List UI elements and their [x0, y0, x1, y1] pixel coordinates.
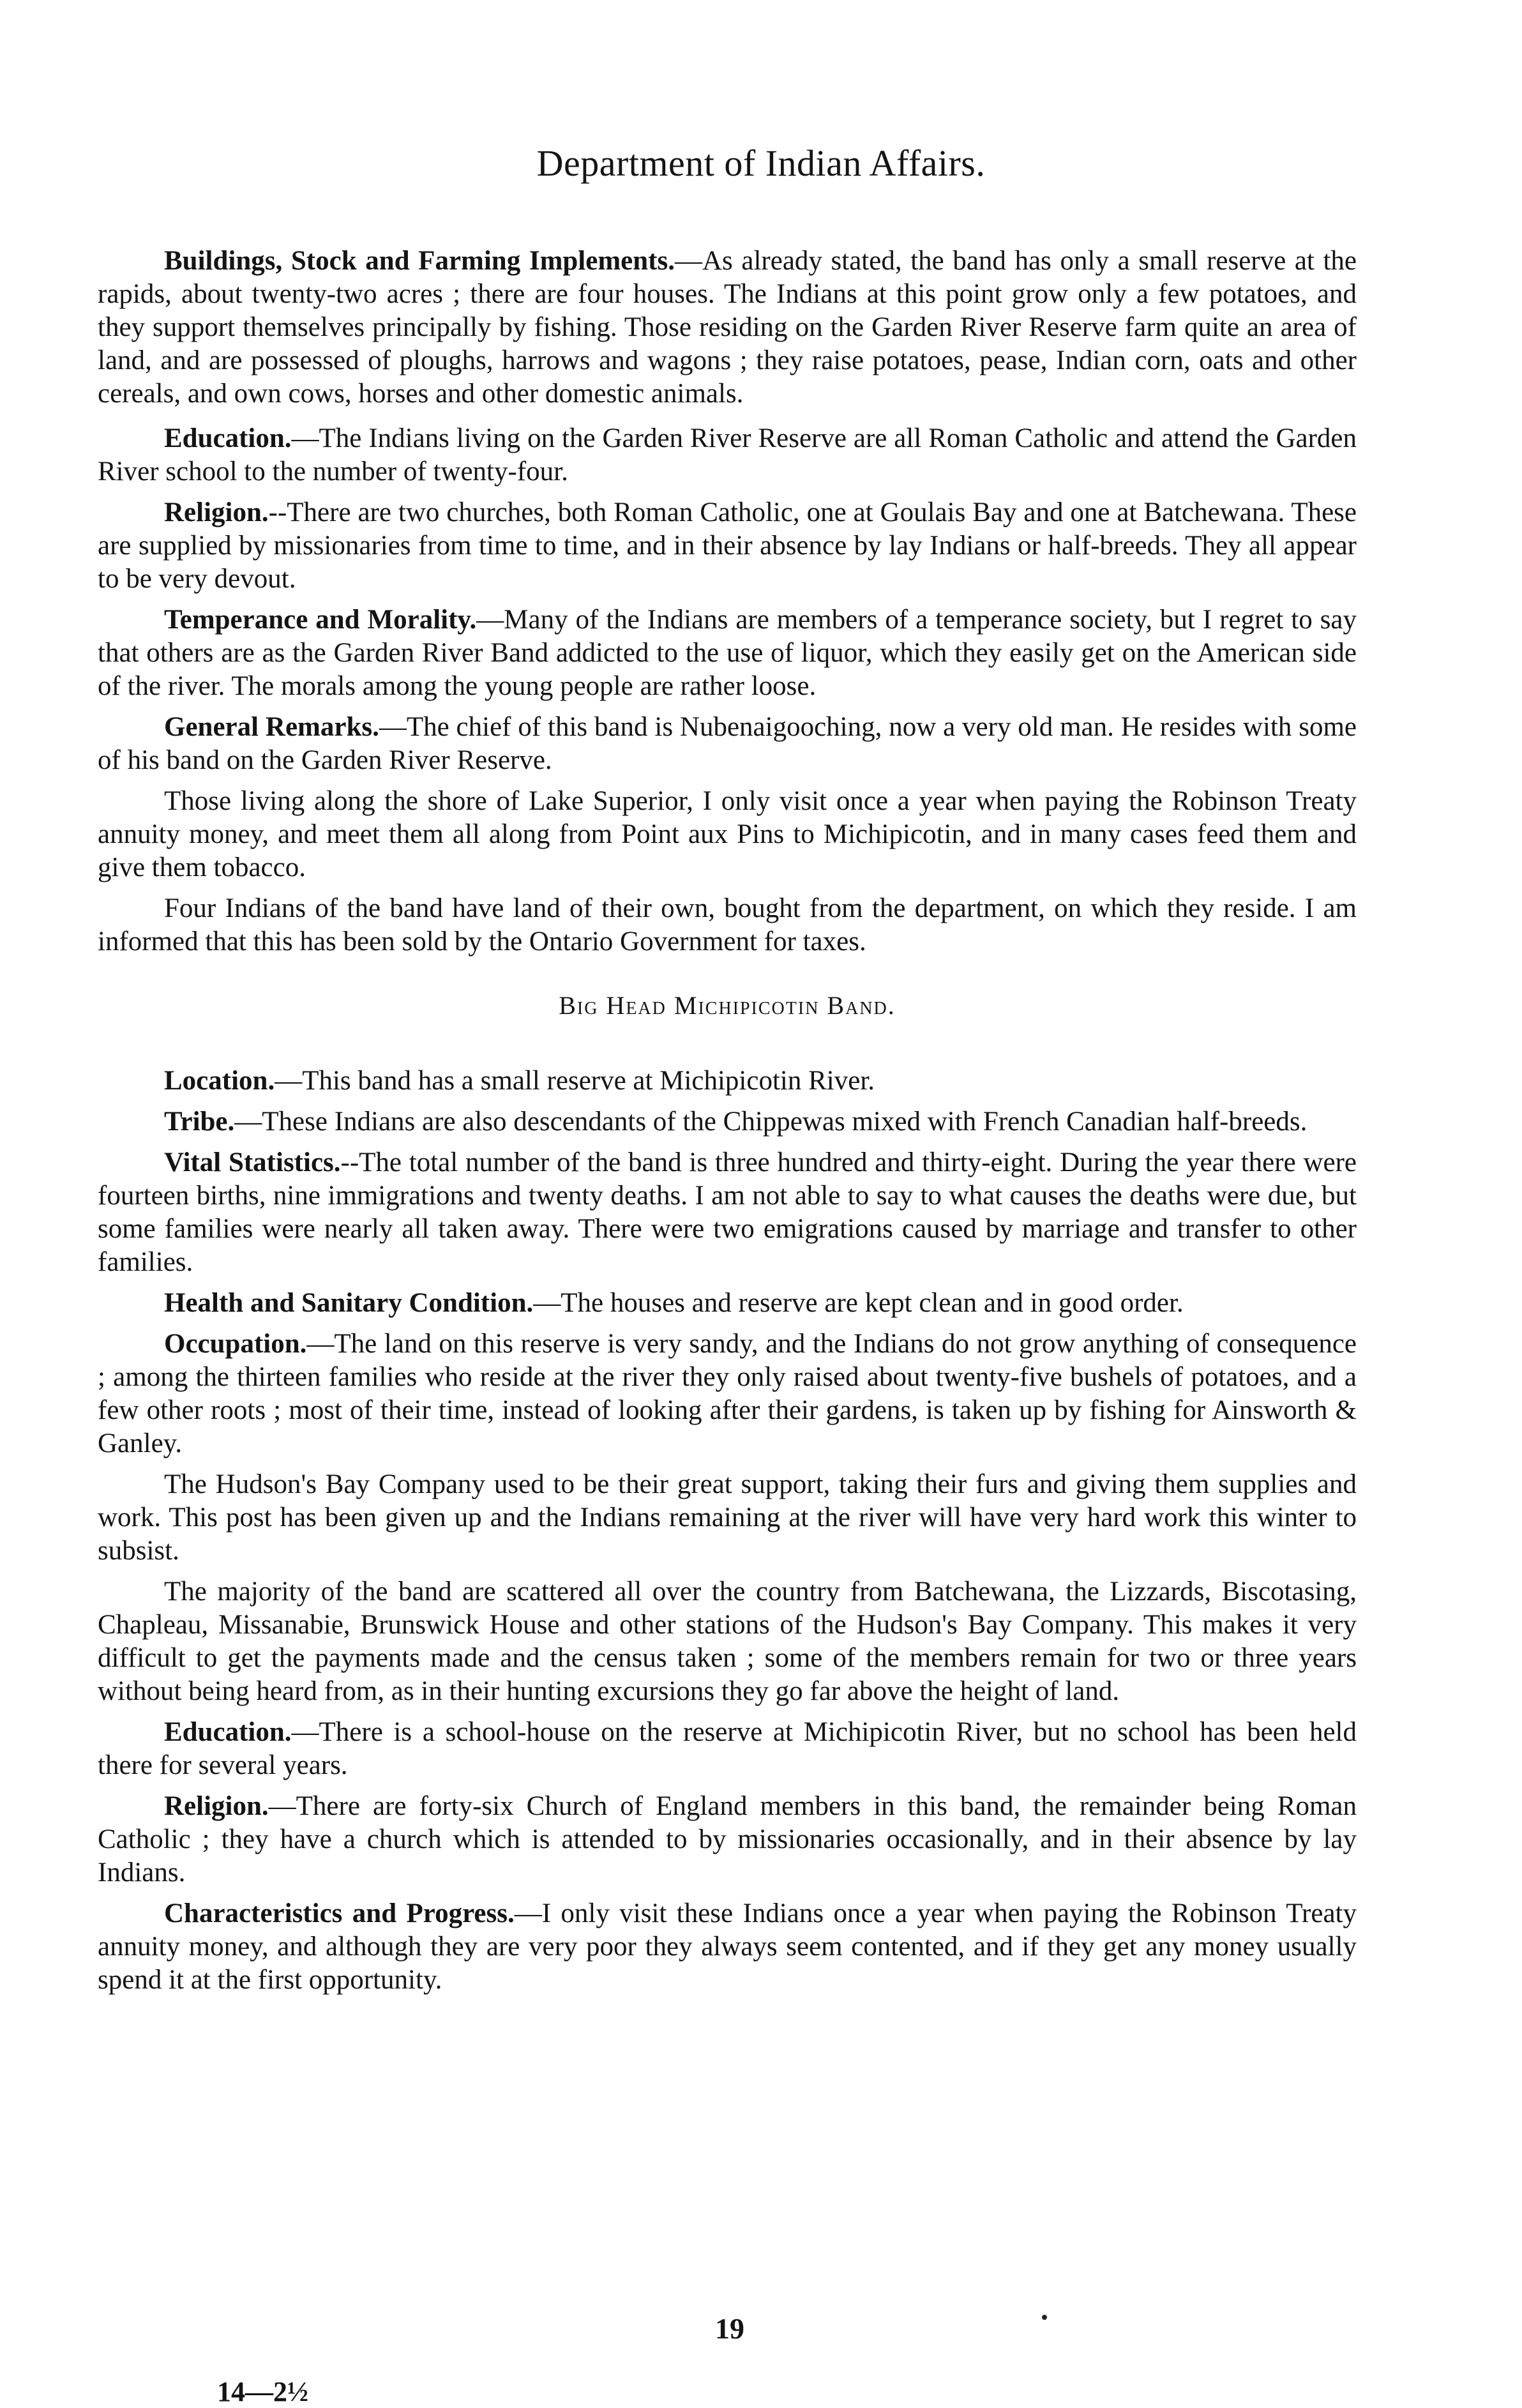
paragraph-heading: Tribe.	[164, 1107, 235, 1137]
paragraph	[98, 1790, 1357, 1889]
paragraph-text: —The land on this reserve is very sandy, and the Indians do not grow anything of consequence ; among the thirteen families who reside at the river they only raised about twenty-five bushels of potatoes, and a few other roots ; most of their time, instead of looking after their gardens, is taken up by fishing for Ainsworth & Ganley.	[98, 1329, 1357, 1458]
page-number: 19	[715, 2312, 744, 2345]
paragraph-heading: Temperance and Morality.	[164, 605, 477, 635]
section-title: Big Head Michipicotin Band.	[559, 991, 896, 1020]
paragraph	[98, 1105, 1357, 1139]
paragraph-text: —As already stated, the band has only a small reserve at the rapids, about twenty-two acres ; there are four houses. The Indians at this point grow only a few potatoes, and they support themselves principally by fishing. Those residing on the Garden River Reserve farm quite an area of land, and are possessed of ploughs, harrows and wagons ; they raise potatoes, pease, Indian corn, oats and other cereals, and own cows, horses and other domestic animals.	[98, 246, 1357, 409]
paragraph-heading: Buildings, Stock and Farming Implements.	[164, 246, 675, 276]
stray-mark	[1042, 2315, 1047, 2320]
page-header: Department of Indian Affairs.	[536, 142, 986, 184]
paragraph	[98, 711, 1357, 777]
paragraph	[98, 892, 1357, 958]
paragraph-text: —The Indians living on the Garden River Reserve are all Roman Catholic and attend the Garden River school to the number of twenty-four.	[98, 423, 1357, 487]
paragraph	[98, 1897, 1357, 1997]
paragraph-text: —Many of the Indians are members of a temperance society, but I regret to say that others are as the Garden River Band addicted to the use of liquor, which they easily get on the American side of the river. The morals among the young people are rather loose.	[98, 605, 1357, 701]
paragraph-heading: Characteristics and Progress.	[164, 1898, 515, 1928]
paragraph-text: The Hudson's Bay Company used to be their great support, taking their furs and giving them supplies and work. This post has been given up and the Indians remaining at the river will have very hard work this winter to subsist.	[98, 1469, 1357, 1566]
paragraph-group-garden-river	[98, 245, 1357, 958]
paragraph-heading: Education.	[164, 1717, 292, 1747]
paragraph-text: --The total number of the band is three hundred and thirty-eight. During the year there were fourteen births, nine immigrations and twenty deaths. I am not able to say to what causes the deaths were due, but some families were nearly all taken away. There were two emigrations caused by marriage and transfer to other families.	[98, 1147, 1357, 1277]
paragraph-text: —There are forty-six Church of England members in this band, the remainder being Roman Catholic ; they have a church which is attended to by missionaries occasionally, and in their absence by lay Indians.	[98, 1791, 1357, 1888]
paragraph	[98, 1064, 1357, 1098]
paragraph	[98, 1716, 1357, 1782]
paragraph	[98, 1575, 1357, 1708]
paragraph-text: Four Indians of the band have land of their own, bought from the department, on which they reside. I am informed that this has been sold by the Ontario Government for taxes.	[98, 893, 1357, 957]
paragraph-heading: Vital Statistics.	[164, 1147, 341, 1177]
paragraph-text: —This band has a small reserve at Michipicotin River.	[275, 1066, 875, 1096]
paragraph-heading: General Remarks.	[164, 712, 379, 742]
paragraph	[98, 1328, 1357, 1460]
paragraph-group-michipicotin	[98, 1064, 1357, 1997]
paragraph-heading: Religion.	[164, 1791, 269, 1821]
paragraph	[98, 1468, 1357, 1568]
paragraph	[98, 245, 1357, 411]
paragraph-text: --There are two churches, both Roman Catholic, one at Goulais Bay and one at Batchewana. These are supplied by missionaries from time to time, and in their absence by lay Indians or half-breeds. They all appear to be very devout.	[98, 497, 1357, 594]
signature-mark: 14—2½	[217, 2376, 308, 2407]
paragraph-text: —There is a school-house on the reserve at Michipicotin River, but no school has been held there for several years.	[98, 1717, 1357, 1780]
paragraph-text: —These Indians are also descendants of the Chippewas mixed with French Canadian half-breeds.	[234, 1107, 1307, 1137]
paragraph	[98, 1287, 1357, 1320]
paragraph	[98, 785, 1357, 884]
paragraph-heading: Location.	[164, 1066, 275, 1096]
paragraph-heading: Occupation.	[164, 1329, 307, 1359]
paragraph	[98, 496, 1357, 596]
paragraph-heading: Health and Sanitary Condition.	[164, 1288, 534, 1318]
paragraph-heading: Education.	[164, 423, 292, 453]
paragraph-text: —The chief of this band is Nubenaigooching, now a very old man. He resides with some of his band on the Garden River Reserve.	[98, 712, 1357, 775]
paragraph	[98, 422, 1357, 488]
paragraph	[98, 1146, 1357, 1279]
paragraph-text: Those living along the shore of Lake Superior, I only visit once a year when paying the Robinson Treaty annuity money, and meet them all along from Point aux Pins to Michipicotin, and in many cases feed them and give them tobacco.	[98, 786, 1357, 882]
paragraph	[98, 603, 1357, 703]
paragraph-text: —The houses and reserve are kept clean and in good order.	[533, 1288, 1184, 1318]
paragraph-text: —I only visit these Indians once a year when paying the Robinson Treaty annuity money, and although they are very poor they always seem contented, and if they get any money usually spend it at the first opportunity.	[98, 1898, 1357, 1995]
paragraph-text: The majority of the band are scattered all over the country from Batchewana, the Lizzards, Biscotasing, Chapleau, Missanabie, Brunswick House and other stations of the Hudson's Bay Company. This makes it very difficult to get the payments made and the census taken ; some of the members remain for two or three years without being heard from, as in their hunting excursions they go far above the height of land.	[98, 1577, 1357, 1706]
paragraph-heading: Religion.	[164, 497, 269, 527]
document-body	[98, 245, 1357, 2004]
